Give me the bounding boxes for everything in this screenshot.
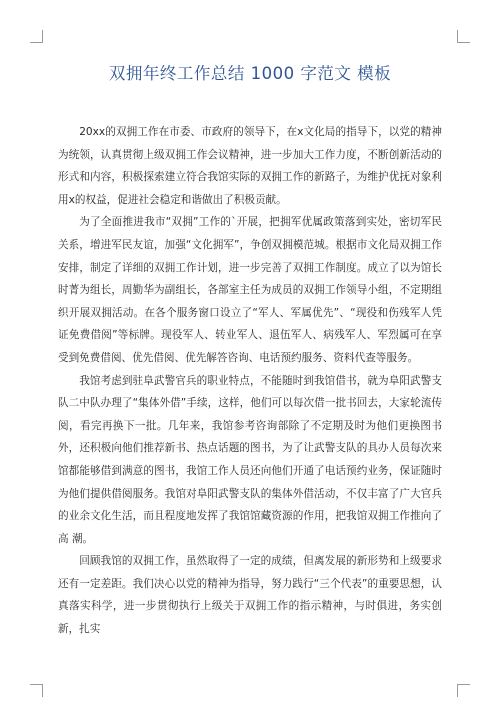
document-title: 双拥年终工作总结 1000 字范文 模板 — [108, 64, 392, 83]
paragraph-2: 为了全面推进我市“双拥”工作的`开展，把拥军优属政策落到实处，密切军民关系，增进军民友谊，加强“文化拥军”，争创双拥模范城。根据市文化局双拥工作安排，制定了详细的双拥工作计划，进一步完善了双拥工作制度。成立了以为馆长时菁为组长，周勤华为副组长，各部室主任为成员的双拥工作领导小组，不定期组织开展双拥活动。在各个服务窗口设立了“军人、军属优先”、“现役和伤残军人凭证免费借阅”等标牌。现役军人、转业军人、退伍军人、病残军人、军烈属可在享受到免费借阅、优先借阅、优先解答咨询、电话预约服务、资料代查等服务。 — [58, 216, 442, 364]
paragraph-4: 回顾我馆的双拥工作，虽然取得了一定的成绩，但离发展的新形势和上级要求还有一定差距。我们决心以党的精神为指导，努力践行“三个代表”的重要思想，认真落实科学，进一步贯彻执行上级关于双拥工作的指示精神，与时俱进，务实创新，扎实 — [58, 555, 442, 636]
document-page — [58, 60, 442, 641]
paragraph-3: 我馆考虑到驻阜武警官兵的职业特点，不能随时到我馆借书，就为阜阳武警支队二中队办理了“集体外借”手续，这样，他们可以每次借一批书回去，大家轮流传阅，看完再换下一批。几年来，我馆参考咨询部除了不定期及时为他们更换图书外，还积极向他们推荐新书、热点话题的图书，为了让武警支队的具办人员每次来馆都能够借到满意的图书，我馆工作人员还向他们开通了电话预约业务，保证随时为他们提供借阅服务。我馆对阜阳武警支队的集体外借活动，不仅丰富了广大官兵的业余文化生活，而且程度地发挥了我馆馆藏资源的作用，把我馆双拥工作推向了高 潮。 — [58, 374, 442, 545]
crop-mark-top-right — [457, 30, 470, 43]
crop-mark-top-left — [30, 30, 43, 43]
paragraph-1: 20xx的双拥工作在市委、市政府的领导下，在x文化局的指导下，以党的精神为统领，认真贯彻上级双拥工作会议精神，进一步加大工作力度，不断创新活动的形式和内容，积极探索建立符合我馆实际的双拥工作的新路子，为维护优抚对象利用x的权益，促进社会稳定和谐做出了积极贡献。 — [58, 126, 442, 206]
crop-mark-bottom-left — [30, 684, 43, 697]
crop-mark-bottom-right — [457, 684, 470, 697]
